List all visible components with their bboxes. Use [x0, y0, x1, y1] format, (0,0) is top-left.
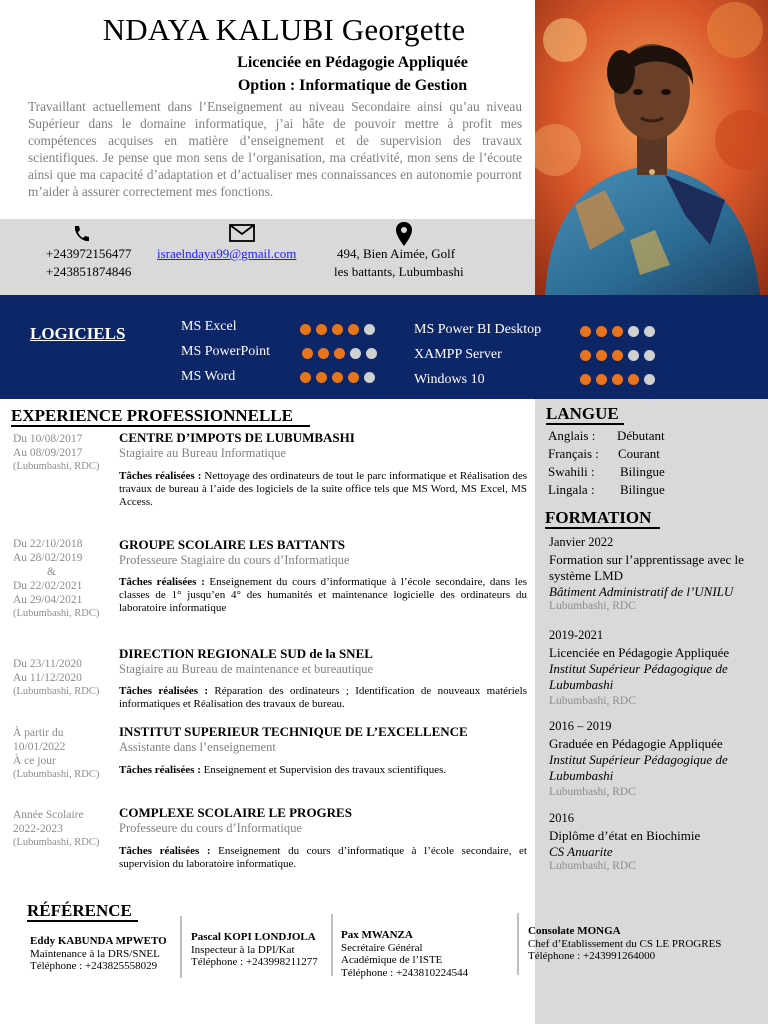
- experience-org: INSTITUT SUPERIEUR TECHNIQUE DE L’EXCELLENCE: [119, 724, 468, 739]
- experience-role: Professeure Stagiaire du cours d’Informatique: [119, 553, 350, 567]
- formation-title: Diplôme d’état en Biochimie: [549, 828, 701, 843]
- level-dot-filled: [628, 374, 639, 385]
- tasks-text: Enseignement du cours d’informatique à l’école secondaire, et supervision du laboratoire informatique.: [119, 845, 527, 870]
- experience-dates: [13, 537, 113, 621]
- software-level: [300, 372, 375, 383]
- formation-section-title: FORMATION: [545, 508, 652, 527]
- experience-tasks: [119, 764, 527, 777]
- date-line: Du 22/10/2018: [13, 538, 83, 550]
- date-line: Au 29/04/2021: [13, 594, 83, 606]
- formation-school: Institut Supérieur Pédagogique de Lubumbashi: [549, 752, 728, 783]
- reference-phone: Téléphone : +243998211277: [191, 956, 318, 968]
- level-dot-filled: [580, 326, 591, 337]
- software-level: [580, 350, 655, 361]
- language-row: [548, 446, 665, 464]
- experience-org: COMPLEXE SCOLAIRE LE PROGRES: [119, 805, 352, 820]
- formation-date: 2016 – 2019: [549, 719, 612, 733]
- formation-place: Lubumbashi, RDC: [549, 695, 636, 707]
- language-name: Anglais :: [548, 428, 596, 443]
- level-dot-filled: [580, 350, 591, 361]
- email-link[interactable]: israelndaya99@gmail.com: [157, 246, 297, 261]
- level-dot-empty: [644, 350, 655, 361]
- tasks-label: Tâches réalisées :: [119, 845, 211, 857]
- date-place: (Lubumbashi, RDC): [13, 769, 100, 780]
- tasks-text: Nettoyage des ordinateurs de tout le parc informatique et Réalisation des travaux de bureau à l’aide des logiciels de la suite office tels que MS Word, MS Excel, MS Access.: [119, 470, 527, 508]
- software-name: XAMPP Server: [414, 347, 502, 362]
- level-dot-filled: [612, 326, 623, 337]
- date-place: (Lubumbashi, RDC): [13, 608, 100, 619]
- experience-tasks: [119, 685, 527, 711]
- phone-1[interactable]: +243972156477: [46, 246, 132, 261]
- section-underline: [546, 423, 624, 425]
- tasks-label: Tâches réalisées :: [119, 576, 205, 588]
- formation-date: Janvier 2022: [549, 535, 614, 549]
- tasks-text: Enseignement et Supervision des travaux scientifiques.: [200, 764, 447, 776]
- reference-role: Chef d’Etablissement du CS LE PROGRES: [528, 937, 722, 950]
- language-name: Swahili :: [548, 464, 595, 479]
- level-dot-filled: [612, 350, 623, 361]
- date-line: Au 28/02/2019: [13, 552, 83, 564]
- software-section-title: LOGICIELS: [30, 324, 126, 343]
- phone-numbers: [46, 245, 131, 281]
- reference-role: Inspecteur à la DPI/Kat: [191, 943, 295, 956]
- date-place: (Lubumbashi, RDC): [13, 837, 100, 848]
- level-dot-filled: [318, 348, 329, 359]
- experience-dates: [13, 657, 113, 699]
- software-level: [580, 326, 655, 337]
- date-place: (Lubumbashi, RDC): [13, 461, 100, 472]
- formation-place: Lubumbashi, RDC: [549, 786, 636, 798]
- language-level: Bilingue: [620, 464, 665, 479]
- level-dot-empty: [628, 350, 639, 361]
- envelope-icon: [229, 224, 255, 247]
- date-place: (Lubumbashi, RDC): [13, 686, 100, 697]
- section-underline: [545, 527, 660, 529]
- language-row: [548, 464, 665, 482]
- experience-dates: [13, 726, 113, 782]
- date-line: &: [47, 566, 56, 578]
- software-level: [580, 374, 655, 385]
- software-name: MS PowerPoint: [181, 344, 271, 359]
- reference-name: Eddy KABUNDA MPWETO: [30, 935, 167, 947]
- software-level: [302, 348, 377, 359]
- experience-tasks: [119, 576, 527, 615]
- formation-date: 2019-2021: [549, 628, 604, 642]
- formation-school: Institut Supérieur Pédagogique de Lubumbashi: [549, 661, 728, 692]
- degree-option: Option : Informatique de Gestion: [237, 77, 468, 94]
- reference-divider: [517, 913, 519, 975]
- experience-org: DIRECTION REGIONALE SUD de la SNEL: [119, 646, 373, 661]
- profile-photo: [535, 0, 768, 295]
- formation-title: Formation sur l’apprentissage avec le système LMD: [549, 552, 744, 583]
- level-dot-filled: [316, 324, 327, 335]
- tasks-text: Réparation des ordinateurs ; Identification de nouveaux matériels informatiques et Réalisation des travaux de bureau.: [119, 685, 527, 710]
- experience-tasks: [119, 845, 527, 871]
- level-dot-empty: [644, 374, 655, 385]
- level-dot-empty: [644, 326, 655, 337]
- formation-place: Lubumbashi, RDC: [549, 860, 636, 872]
- date-line: Année Scolaire: [13, 809, 84, 821]
- reference-phone: Téléphone : +243991264000: [528, 950, 656, 962]
- level-dot-empty: [628, 326, 639, 337]
- level-dot-filled: [596, 326, 607, 337]
- level-dot-filled: [612, 374, 623, 385]
- experience-org: CENTRE D’IMPOTS DE LUBUMBASHI: [119, 430, 355, 445]
- experience-org: GROUPE SCOLAIRE LES BATTANTS: [119, 537, 345, 552]
- level-dot-filled: [348, 324, 359, 335]
- formation-entry: [549, 811, 761, 872]
- address: [334, 245, 464, 281]
- profile-summary: Travaillant actuellement dans l’Enseignement au niveau Secondaire ainsi qu’au niveau Supérieur dans le domaine informatique, j’ai hâte de pouvoir mettre à profit mes compétences acquises en matière d’enseignement et de supervision des travaux scientifiques. Je pense que mon sens de l’organisation, ma créativité, mon sens de l’écoute ainsi que ma capacité d’adaptation et d’actualiser mes connaissances en autonomie pourront m’aider à assurer correctement mes fonctions.: [28, 99, 522, 199]
- formation-entry: [549, 535, 761, 612]
- language-list: [548, 428, 665, 500]
- level-dot-filled: [348, 372, 359, 383]
- reference-name: Pascal KOPI LONDJOLA: [191, 931, 316, 943]
- level-dot-empty: [350, 348, 361, 359]
- date-line: Du 10/08/2017: [13, 433, 83, 445]
- formation-entry: [549, 719, 761, 798]
- date-line: 2022-2023: [13, 823, 63, 835]
- level-dot-empty: [366, 348, 377, 359]
- language-level: Débutant: [617, 428, 665, 443]
- experience-dates: [13, 432, 113, 474]
- formation-entry: [549, 628, 761, 707]
- reference-divider: [331, 914, 333, 976]
- experience-role: Assistante dans l’enseignement: [119, 740, 276, 754]
- address-line-2: les battants, Lubumbashi: [334, 264, 464, 279]
- formation-title: Graduée en Pédagogie Appliquée: [549, 736, 723, 751]
- level-dot-filled: [332, 324, 343, 335]
- level-dot-filled: [300, 324, 311, 335]
- experience-role: Stagiaire au Bureau de maintenance et bureautique: [119, 662, 374, 676]
- date-line: Du 22/02/2021: [13, 580, 83, 592]
- date-line: Au 08/09/2017: [13, 447, 83, 459]
- language-row: [548, 482, 665, 500]
- reference-entry: [191, 931, 336, 969]
- reference-divider: [180, 916, 182, 978]
- level-dot-filled: [580, 374, 591, 385]
- level-dot-filled: [302, 348, 313, 359]
- tasks-label: Tâches réalisées :: [119, 470, 202, 482]
- reference-name: Consolate MONGA: [528, 925, 621, 937]
- software-level: [300, 324, 375, 335]
- experience-section-title: EXPERIENCE PROFESSIONNELLE: [11, 406, 293, 425]
- level-dot-filled: [334, 348, 345, 359]
- level-dot-empty: [364, 372, 375, 383]
- language-level: Courant: [618, 446, 660, 461]
- level-dot-filled: [332, 372, 343, 383]
- reference-entry: [528, 925, 763, 963]
- phone-2[interactable]: +243851874846: [46, 264, 132, 279]
- language-level: Bilingue: [620, 482, 665, 497]
- reference-name: Pax MWANZA: [341, 929, 413, 941]
- tasks-text: Enseignement du cours d’informatique à l’école secondaire, dans les classes de 1° jusqu’en 4° des humanités et maintenance logicielle des ordinateurs du laboratoire informatique: [119, 576, 527, 614]
- section-underline: [11, 425, 310, 427]
- formation-date: 2016: [549, 811, 574, 825]
- degree-title: Licenciée en Pédagogie Appliquée: [237, 54, 468, 71]
- level-dot-filled: [316, 372, 327, 383]
- experience-dates: [13, 808, 113, 850]
- tasks-label: Tâches réalisées :: [119, 685, 209, 697]
- level-dot-filled: [596, 374, 607, 385]
- formation-school: Bâtiment Administratif de l’UNILU: [549, 584, 734, 599]
- software-name: MS Word: [181, 369, 236, 384]
- language-name: Français :: [548, 446, 599, 461]
- reference-section-title: RÉFÉRENCE: [27, 901, 132, 920]
- language-row: [548, 428, 665, 446]
- experience-role: Professeure du cours d’Informatique: [119, 821, 302, 835]
- experience-role: Stagiaire au Bureau Informatique: [119, 446, 286, 460]
- reference-phone: Téléphone : +243810224544: [341, 966, 469, 979]
- reference-role: Secrétaire Général Académique de l’ISTE: [341, 941, 443, 966]
- date-line: À partir du: [13, 727, 64, 739]
- tasks-label: Tâches réalisées :: [119, 764, 201, 776]
- date-line: Du 23/11/2020: [13, 658, 82, 670]
- software-name: MS Power BI Desktop: [414, 322, 542, 337]
- language-section-title: LANGUE: [546, 404, 619, 423]
- software-name: Windows 10: [414, 372, 485, 387]
- candidate-name: NDAYA KALUBI Georgette: [102, 12, 466, 47]
- formation-school: CS Anuarite: [549, 844, 613, 859]
- date-line: Au 11/12/2020: [13, 672, 82, 684]
- experience-tasks: [119, 470, 527, 509]
- level-dot-filled: [300, 372, 311, 383]
- reference-phone: Téléphone : +243825558029: [30, 960, 158, 972]
- section-underline: [27, 920, 138, 922]
- software-name: MS Excel: [181, 319, 237, 334]
- reference-entry: [30, 935, 180, 973]
- formation-place: Lubumbashi, RDC: [549, 600, 636, 612]
- date-line: À ce jour: [13, 755, 56, 767]
- level-dot-empty: [364, 324, 375, 335]
- reference-entry: [341, 929, 491, 979]
- reference-role: Maintenance à la DRS/SNEL: [30, 947, 160, 960]
- address-line-1: 494, Bien Aimée, Golf: [337, 246, 456, 261]
- level-dot-filled: [596, 350, 607, 361]
- language-name: Lingala :: [548, 482, 595, 497]
- date-line: 10/01/2022: [13, 741, 66, 753]
- formation-title: Licenciée en Pédagogie Appliquée: [549, 645, 730, 660]
